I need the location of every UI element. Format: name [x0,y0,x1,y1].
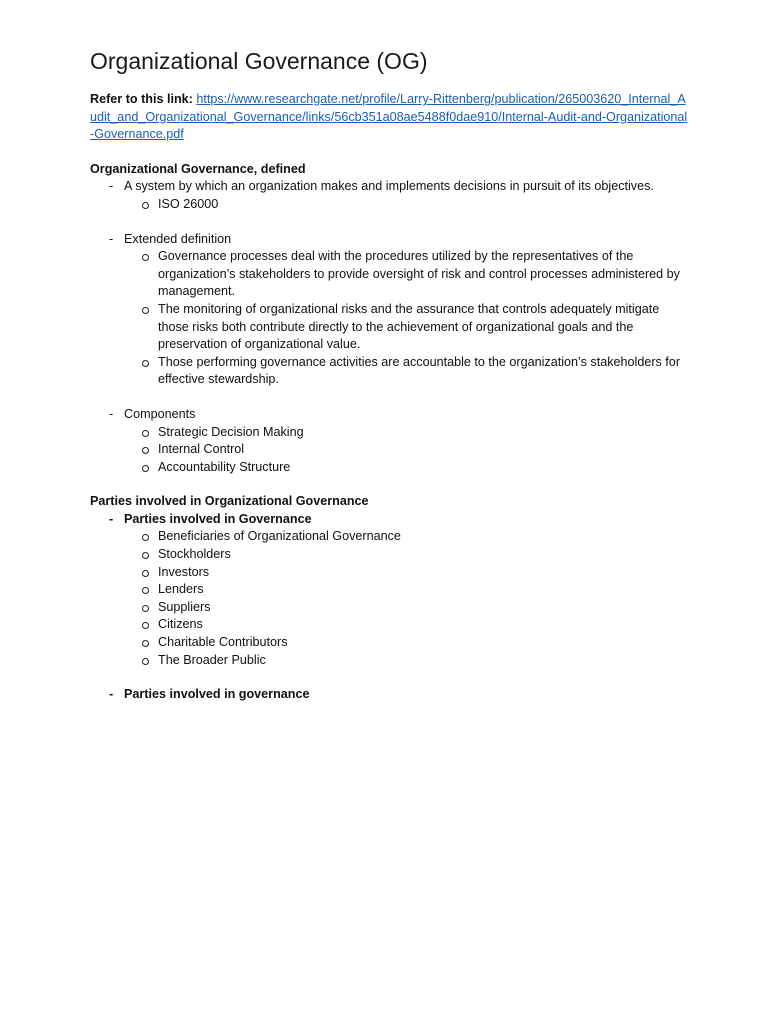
circle-bullet-icon [142,534,149,541]
sub-list-item-text: Charitable Contributors [158,635,288,650]
circle-bullet-icon [142,360,149,367]
circle-bullet-icon [142,552,149,559]
sub-list-item-text: Beneficiaries of Organizational Governance [158,529,401,544]
list-item-text: Components [124,406,196,421]
list-item-parties-in-governance-2 [90,686,690,704]
circle-bullet-icon [142,587,149,594]
list-item-text: Extended definition [124,231,232,246]
reference-line [90,91,690,144]
list-item-extended-definition [90,231,690,249]
sub-list-item [90,564,690,582]
sub-list-components [90,424,690,477]
dash-bullet: - [109,231,114,246]
dash-bullet: - [109,179,114,194]
sub-list-item-text: Strategic Decision Making [158,424,304,439]
sub-list-item [90,599,690,617]
circle-bullet-icon [142,570,149,577]
circle-bullet-icon [142,447,149,454]
sub-list-extended-definition [90,248,690,389]
sub-list-item-text: Lenders [158,582,204,597]
sub-list-item [90,546,690,564]
sub-list-item [90,459,690,477]
sub-list-item [90,196,690,214]
sub-list-item-text: Governance processes deal with the procedures utilized by the representatives of the organization’s stakeholders to provide oversight of risk and control processes administered by management. [158,249,680,299]
sub-list-item-text: The Broader Public [158,652,266,667]
sub-list-item [90,634,690,652]
list-item-text: Parties involved in governance [124,687,310,702]
sub-list-item [90,441,690,459]
document-content [90,46,690,704]
section-heading-og-defined: Organizational Governance, defined [90,161,306,176]
sub-list-system-definition [90,196,690,214]
list-item-components [90,406,690,424]
reference-label: Refer to this link: [90,92,193,106]
reference-link[interactable]: https://www.researchgate.net/profile/Larry-Rittenberg/publication/265003620_Internal_Audit_and_Organizational_Governance/links/56cb351a08ae5488f0dae910/Internal-Audit-and-Organizational-Governance.pdf [90,92,688,142]
sub-list-item-text: ISO 26000 [158,196,219,211]
sub-list-parties [90,528,690,669]
sub-list-item-text: Accountability Structure [158,459,291,474]
document-title: Organizational Governance (OG) [90,48,428,74]
sub-list-item [90,581,690,599]
circle-bullet-icon [142,430,149,437]
section-heading-parties: Parties involved in Organizational Governance [90,494,369,509]
list-item-text: Parties involved in Governance [124,511,312,526]
sub-list-item-text: The monitoring of organizational risks and the assurance that controls adequately mitigate those risks both contribute directly to the achievement of organizational goals and the preservation of organizational value. [158,301,660,352]
circle-bullet-icon [142,658,149,665]
circle-bullet-icon [142,202,149,209]
sub-list-item [90,528,690,546]
sub-list-item [90,652,690,670]
sub-list-item-text: Investors [158,564,210,579]
sub-list-item-text: Those performing governance activities are accountable to the organization’s stakeholders for effective stewardship. [158,354,681,387]
circle-bullet-icon [142,605,149,612]
list-item-parties-in-governance [90,511,690,529]
circle-bullet-icon [142,254,149,261]
sub-list-item [90,424,690,442]
sub-list-item-text: Internal Control [158,442,245,457]
circle-bullet-icon [142,622,149,629]
dash-bullet: - [109,406,114,421]
sub-list-item-text: Stockholders [158,547,231,562]
circle-bullet-icon [142,640,149,647]
sub-list-item [90,616,690,634]
sub-list-item [90,354,690,389]
sub-list-item [90,248,690,301]
sub-list-item-text: Suppliers [158,599,211,614]
dash-bullet: - [109,687,114,702]
circle-bullet-icon [142,307,149,314]
sub-list-item [90,301,690,354]
list-item-text: A system by which an organization makes and implements decisions in pursuit of its objectives. [124,179,654,194]
circle-bullet-icon [142,465,149,472]
dash-bullet: - [109,511,114,526]
sub-list-item-text: Citizens [158,617,203,632]
list-item-system-definition [90,178,690,196]
